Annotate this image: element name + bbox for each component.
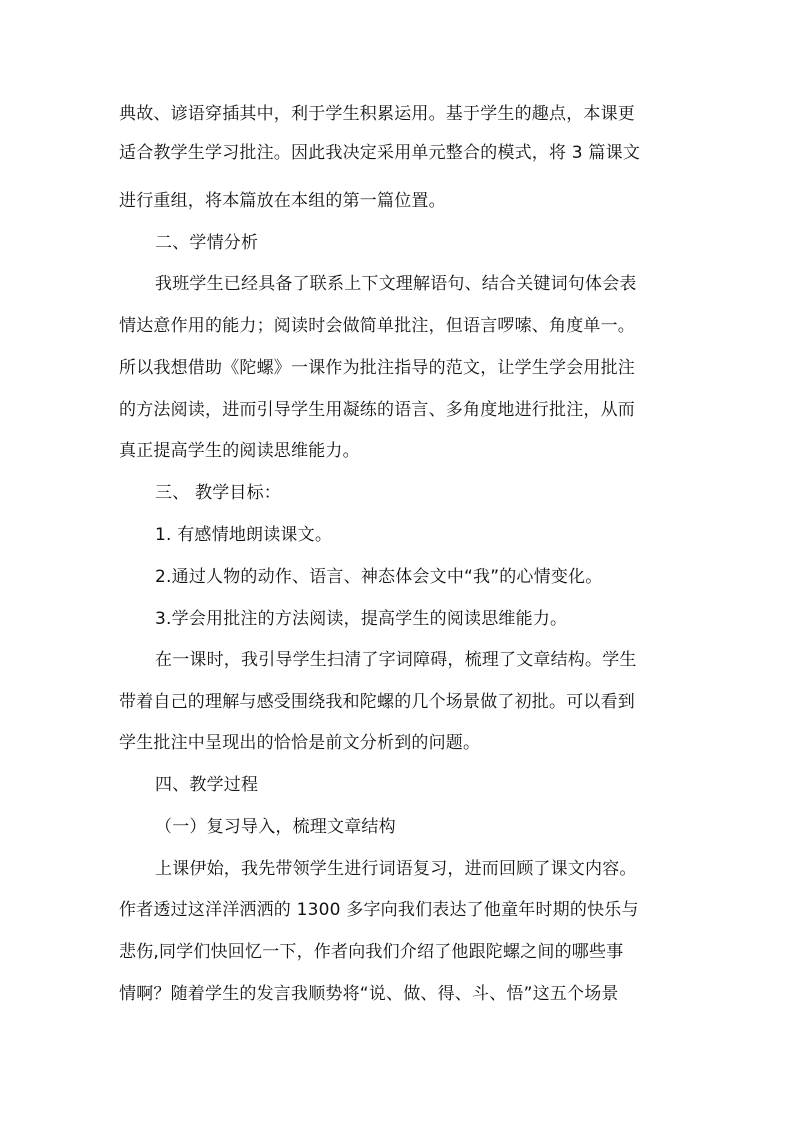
section-heading: 四、教学过程	[155, 775, 259, 795]
text-line: 学生批注中呈现出的恰恰是前文分析到的问题。	[119, 733, 481, 753]
text-line: 情达意作用的能力；阅读时会做简单批注，但语言啰嗦、角度单一。	[119, 316, 635, 336]
text-line: 的方法阅读，进而引导学生用凝练的语言、多角度地进行批注，从而	[119, 400, 635, 420]
text-line: 在一课时，我引导学生扫清了字词障碍，梳理了文章结构。学生	[155, 650, 637, 670]
objective-item: 2.通过人物的动作、语言、神态体会文中“我”的心情变化。	[155, 567, 603, 587]
text-line: 典故、谚语穿插其中，利于学生积累运用。基于学生的趣点，本课更	[119, 104, 635, 124]
text-line: 情啊？随着学生的发言我顺势将“说、做、得、斗、悟”这五个场景	[119, 984, 619, 1004]
text-line: 悲伤,同学们快回忆一下，作者向我们介绍了他跟陀螺之间的哪些事	[119, 942, 624, 962]
text-line: 带着自己的理解与感受围绕我和陀螺的几个场景做了初批。可以看到	[119, 692, 635, 712]
section-heading: 三、 教学目标：	[155, 483, 282, 503]
text-line: 所以我想借助《陀螺》一课作为批注指导的范文，让学生学会用批注	[119, 358, 635, 378]
text-line: 进行重组，将本篇放在本组的第一篇位置。	[119, 191, 446, 211]
text-line: 适合教学生学习批注。因此我决定采用单元整合的模式，将 3 篇课文	[119, 143, 641, 163]
objective-item: 1. 有感情地朗读课文。	[155, 525, 333, 545]
text-line: 作者透过这洋洋洒洒的 1300 多字向我们表达了他童年时期的快乐与	[119, 900, 639, 920]
section-heading: 二、学情分析	[155, 233, 259, 253]
text-line: 上课伊始，我先带领学生进行词语复习，进而回顾了课文内容。	[155, 859, 637, 879]
text-line: 我班学生已经具备了联系上下文理解语句、结合关键词句体会表	[155, 274, 637, 294]
objective-item: 3.学会用批注的方法阅读，提高学生的阅读思维能力。	[155, 609, 568, 629]
subsection-heading: （一）复习导入，梳理文章结构	[155, 817, 396, 837]
text-line: 真正提高学生的阅读思维能力。	[119, 441, 360, 461]
